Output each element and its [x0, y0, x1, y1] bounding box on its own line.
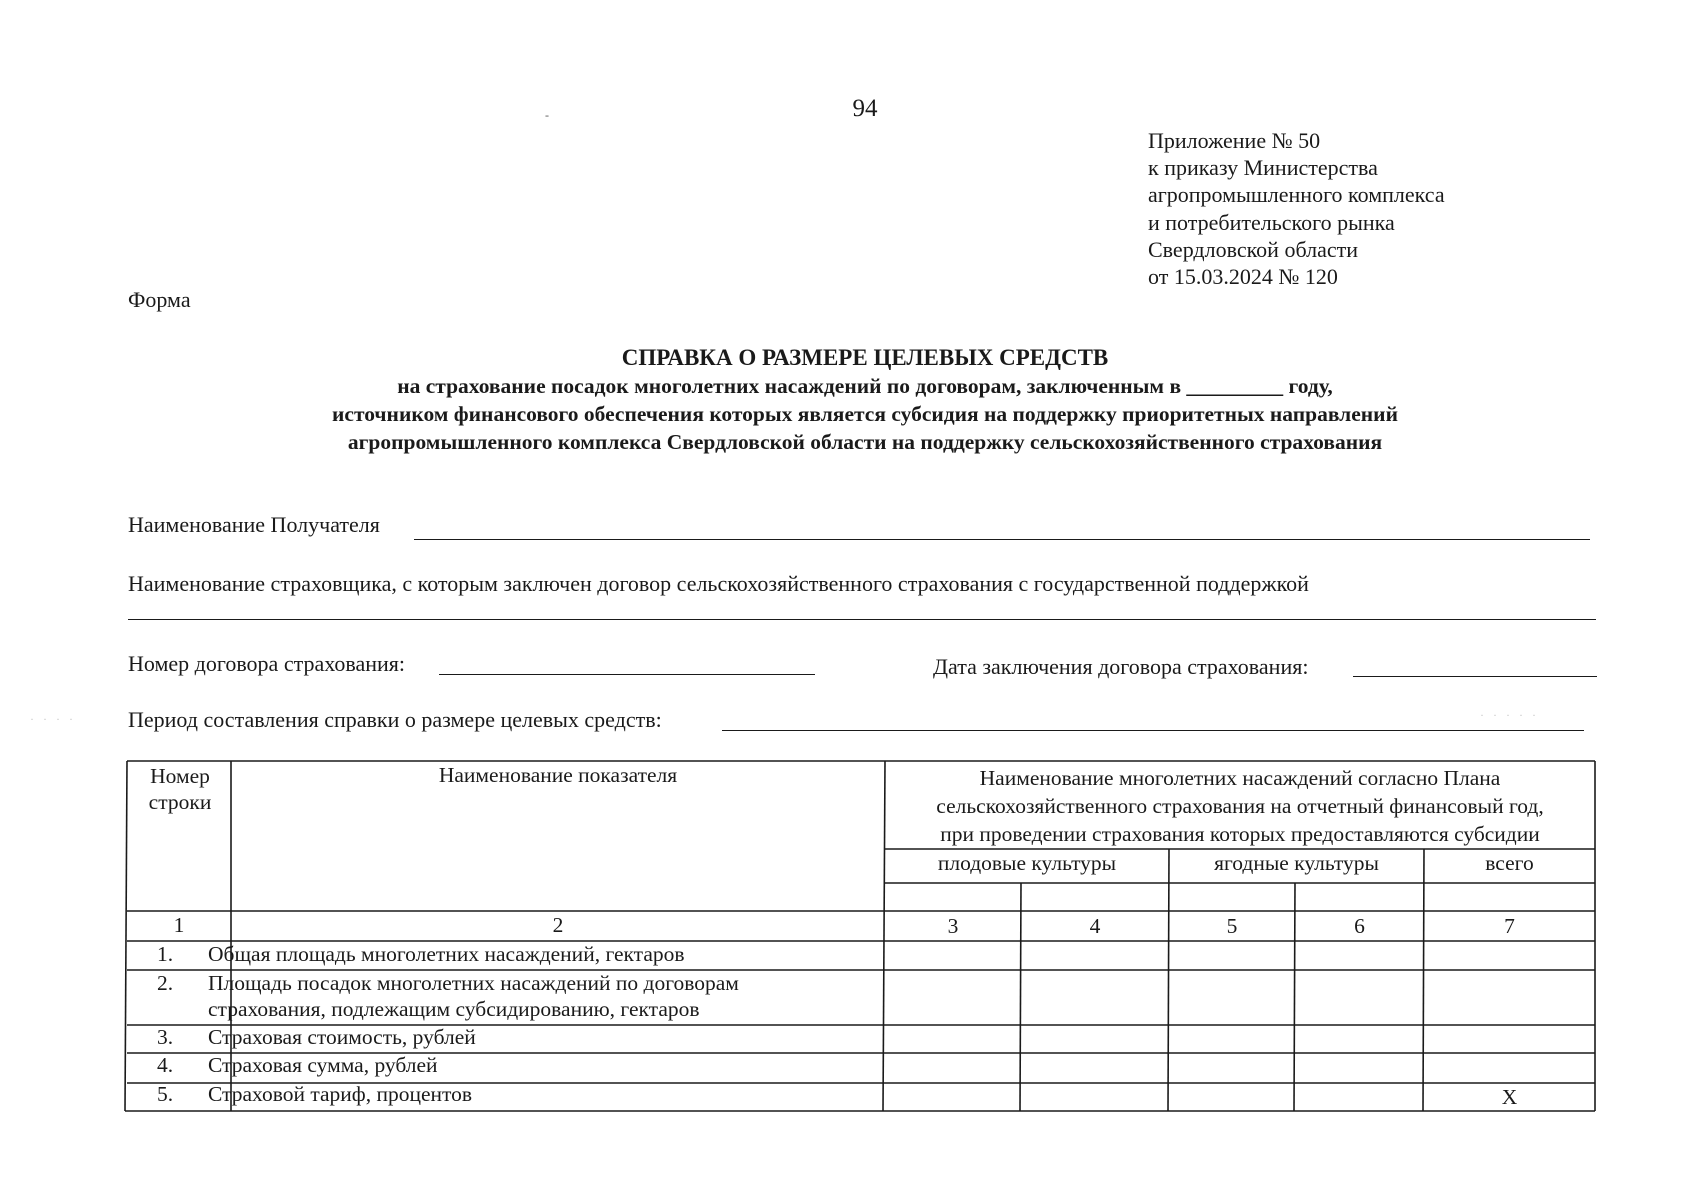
column-number: 1: [173, 913, 185, 937]
scan-noise: -: [545, 108, 552, 122]
total-cell-mark: X: [1501, 1085, 1518, 1109]
header-row-number: [131, 763, 229, 815]
title-line: агропромышленного комплекса Свердловской области на поддержку сельскохозяйственного страхования: [347, 430, 1383, 454]
row-name: Площадь посадок многолетних насаждений по договорам: [208, 971, 739, 995]
scan-noise: · · · · ·: [1480, 708, 1539, 722]
appendix-line: и потребительского рынка: [1148, 209, 1395, 235]
row-name: Страховая стоимость, рублей: [208, 1025, 476, 1049]
appendix-line: к приказу Министерства: [1148, 155, 1378, 181]
row-number: 5.: [157, 1082, 174, 1106]
header-plantings-line: при проведении страхования которых предоставляются субсидии: [940, 822, 1540, 846]
row-name: Страховая сумма, рублей: [208, 1053, 438, 1077]
header-row-number-line: Номер: [150, 764, 210, 788]
header-plantings: [885, 764, 1595, 848]
appendix-line: Свердловской области: [1148, 236, 1358, 262]
header-row-number-line: строки: [148, 790, 212, 814]
title-main: СПРАВКА О РАЗМЕРЕ ЦЕЛЕВЫХ СРЕДСТВ: [621, 345, 1109, 370]
row-number: 1.: [157, 942, 174, 966]
column-number: 5: [1226, 914, 1238, 938]
row-number: 3.: [157, 1025, 174, 1049]
contract-date-label: Дата заключения договора страхования:: [933, 654, 1309, 679]
insurer-label: Наименование страховщика, с которым заключен договор сельскохозяйственного страхования с государственной поддержкой: [128, 571, 1309, 596]
contract-number-label: Номер договора страхования:: [128, 651, 406, 676]
header-indicator: Наименование показателя: [438, 763, 678, 787]
row-name: страхования, подлежащим субсидированию, гектаров: [208, 997, 700, 1021]
recipient-label: Наименование Получателя: [128, 512, 380, 537]
page-number: 94: [852, 95, 878, 122]
header-berry-crops: ягодные культуры: [1214, 851, 1379, 875]
title-line: источником финансового обеспечения которых является субсидия на поддержку приоритетных направлений: [332, 402, 1398, 426]
row-number: 2.: [157, 971, 174, 995]
row-name: Страховой тариф, процентов: [208, 1082, 473, 1106]
form-label: Форма: [128, 287, 191, 312]
column-number: 4: [1089, 914, 1101, 938]
scan-noise: · · · ·: [30, 712, 76, 726]
column-number: 2: [552, 913, 564, 937]
column-number: 3: [947, 914, 959, 938]
row-name: Общая площадь многолетних насаждений, гектаров: [208, 942, 685, 966]
period-label: Период составления справки о размере целевых средств:: [128, 707, 662, 732]
appendix-line: от 15.03.2024 № 120: [1148, 264, 1338, 290]
header-total: всего: [1485, 851, 1534, 875]
header-fruit-crops: плодовые культуры: [937, 851, 1117, 875]
column-number: 6: [1354, 914, 1365, 938]
row-number: 4.: [157, 1053, 174, 1077]
appendix-line: Приложение № 50: [1148, 128, 1321, 153]
column-number: 7: [1504, 914, 1515, 938]
header-plantings-line: Наименование многолетних насаждений согласно Плана: [979, 766, 1501, 790]
appendix-line: агропромышленного комплекса: [1148, 182, 1445, 208]
header-plantings-line: сельскохозяйственного страхования на отчетный финансовый год,: [936, 794, 1544, 818]
title-line: на страхование посадок многолетних насаждений по договорам, заключенным в _________ году,: [397, 374, 1333, 398]
